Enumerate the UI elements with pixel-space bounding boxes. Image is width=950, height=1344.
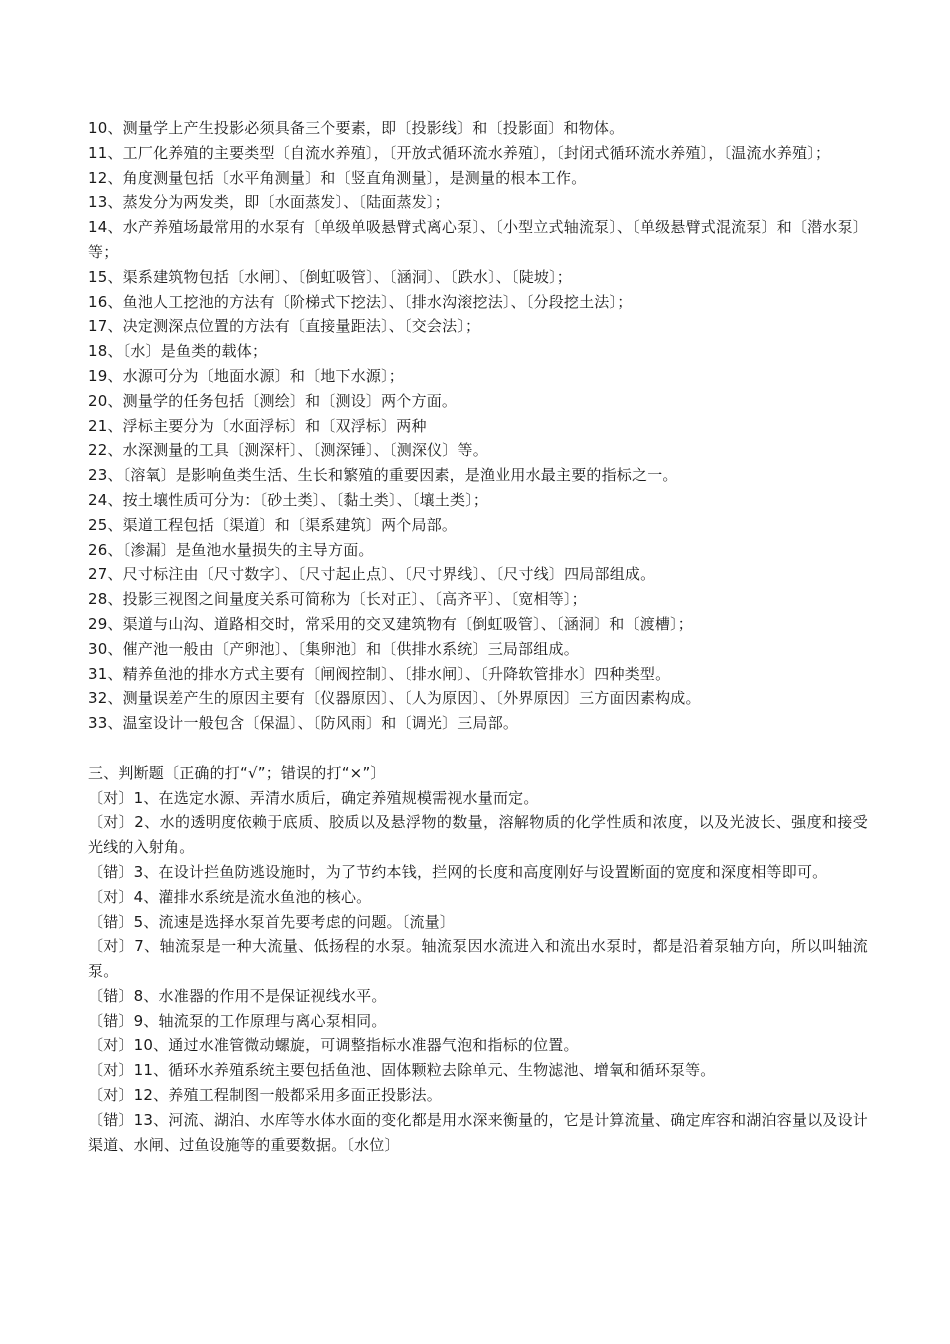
fill-in-item-21: 21、浮标主要分为〔水面浮标〕和〔双浮标〕两种 [88,416,427,435]
judgment-item-12: 〔对〕12、养殖工程制图一般都采用多面正投影法。 [88,1086,442,1105]
fill-in-item-17: 17、决定测深点位置的方法有〔直接量距法〕、〔交会法〕； [88,317,481,336]
fill-in-item-15: 15、渠系建筑物包括〔水闸〕、〔倒虹吸管〕、〔涵洞〕、〔跌水〕、〔陡坡〕； [88,267,572,286]
section-heading: 三、判断题〔正确的打“√”；错误的打“×”〕 [88,763,386,782]
fill-in-item-12: 12、角度测量包括〔水平角测量〕和〔竖直角测量〕，是测量的根本工作。 [88,168,587,187]
judgment-item-5: 〔错〕5、流速是选择水泵首先要考虑的问题。〔流量〕 [88,912,456,931]
judgment-item-9: 〔错〕9、轴流泵的工作原理与离心泵相同。 [88,1011,387,1030]
fill-in-item-16: 16、鱼池人工挖池的方法有〔阶梯式下挖法〕、〔排水沟滚挖法〕、〔分段挖土法〕； [88,292,633,311]
fill-in-item-22: 22、水深测量的工具〔测深杆〕、〔测深锤〕、〔测深仪〕等。 [88,441,488,460]
fill-in-item-11: 11、工厂化养殖的主要类型〔自流水养殖〕，〔开放式循环流水养殖〕，〔封闭式循环流水养殖〕，〔温流水养殖〕； [88,143,831,162]
judgment-item-4: 〔对〕4、灌排水系统是流水鱼池的核心。 [88,887,372,906]
judgment-item-13: 〔错〕13、河流、湖泊、水库等水体水面的变化都是用水深来衡量的，它是计算流量、确定库容和湖泊容量以及设计渠道、水闸、过鱼设施等的重要数据。〔水位〕 [88,1110,868,1154]
fill-in-item-14: 14、水产养殖场最常用的水泵有〔单级单吸悬臂式离心泵〕、〔小型立式轴流泵〕、〔单级悬臂式混流泵〕和〔潜水泵〕等； [88,218,868,261]
fill-in-item-33: 33、温室设计一般包含〔保温〕、〔防风雨〕和〔调光〕三局部。 [88,714,519,733]
judgment-item-11: 〔对〕11、循环水养殖系统主要包括鱼池、固体颗粒去除单元、生物滤池、增氧和循环泵等。 [88,1061,716,1080]
fill-in-item-32: 32、测量误差产生的原因主要有〔仪器原因〕、〔人为原因〕、〔外界原因〕三方面因素构成。 [88,689,701,708]
judgment-item-3: 〔错〕3、在设计拦鱼防逃设施时，为了节约本钱，拦网的长度和高度刚好与设置断面的宽度和深度相等即可。 [88,862,828,881]
fill-in-item-31: 31、精养鱼池的排水方式主要有〔闸阀控制〕、〔排水闸〕、〔升降软管排水〕四种类型。 [88,664,671,683]
document-page [88,116,868,1157]
fill-in-section [88,116,868,736]
fill-in-item-20: 20、测量学的任务包括〔测绘〕和〔测设〕两个方面。 [88,391,458,410]
fill-in-item-29: 29、渠道与山沟、道路相交时，常采用的交叉建筑物有〔倒虹吸管〕、〔涵洞〕和〔渡槽〕； [88,614,693,633]
judgment-item-2: 〔对〕2、水的透明度依赖于底质、胶质以及悬浮物的数量，溶解物质的化学性质和浓度，以及光波长、强度和接受光线的入射角。 [88,813,868,857]
fill-in-item-25: 25、渠道工程包括〔渠道〕和〔渠系建筑〕两个局部。 [88,515,458,534]
fill-in-item-27: 27、尺寸标注由〔尺寸数字〕、〔尺寸起止点〕、〔尺寸界线〕、〔尺寸线〕四局部组成。 [88,565,656,584]
fill-in-item-13: 13、蒸发分为两发类，即〔水面蒸发〕、〔陆面蒸发〕； [88,193,450,212]
judgment-item-1: 〔对〕1、在选定水源、弄清水质后，确定养殖规模需视水量而定。 [88,788,539,807]
fill-in-item-10: 10、测量学上产生投影必须具备三个要素，即〔投影线〕和〔投影面〕和物体。 [88,119,625,137]
judgment-item-10: 〔对〕10、通过水准管微动螺旋，可调整指标水准器气泡和指标的位置。 [88,1036,579,1055]
fill-in-item-19: 19、水源可分为〔地面水源〕和〔地下水源〕； [88,366,404,385]
fill-in-item-24: 24、按土壤性质可分为：〔砂土类〕、〔黏土类〕、〔壤土类〕； [88,490,489,509]
fill-in-item-23: 23、〔溶氧〕是影响鱼类生活、生长和繁殖的重要因素，是渔业用水最主要的指标之一。 [88,466,678,485]
judgment-section [88,761,868,1158]
fill-in-item-30: 30、催产池一般由〔产卵池〕、〔集卵池〕和〔供排水系统〕三局部组成。 [88,639,579,658]
judgment-item-8: 〔错〕8、水准器的作用不是保证视线水平。 [88,986,387,1005]
fill-in-item-18: 18、〔水〕是鱼类的载体； [88,342,268,361]
judgment-item-7: 〔对〕7、轴流泵是一种大流量、低扬程的水泵。轴流泵因水流进入和流出水泵时，都是沿着泵轴方向，所以叫轴流泵。 [88,937,868,981]
fill-in-item-28: 28、投影三视图之间量度关系可简称为〔长对正〕、〔高齐平〕、〔宽相等〕； [88,590,587,609]
fill-in-item-26: 26、〔渗漏〕是鱼池水量损失的主导方面。 [88,540,374,559]
section-spacer [88,736,868,761]
